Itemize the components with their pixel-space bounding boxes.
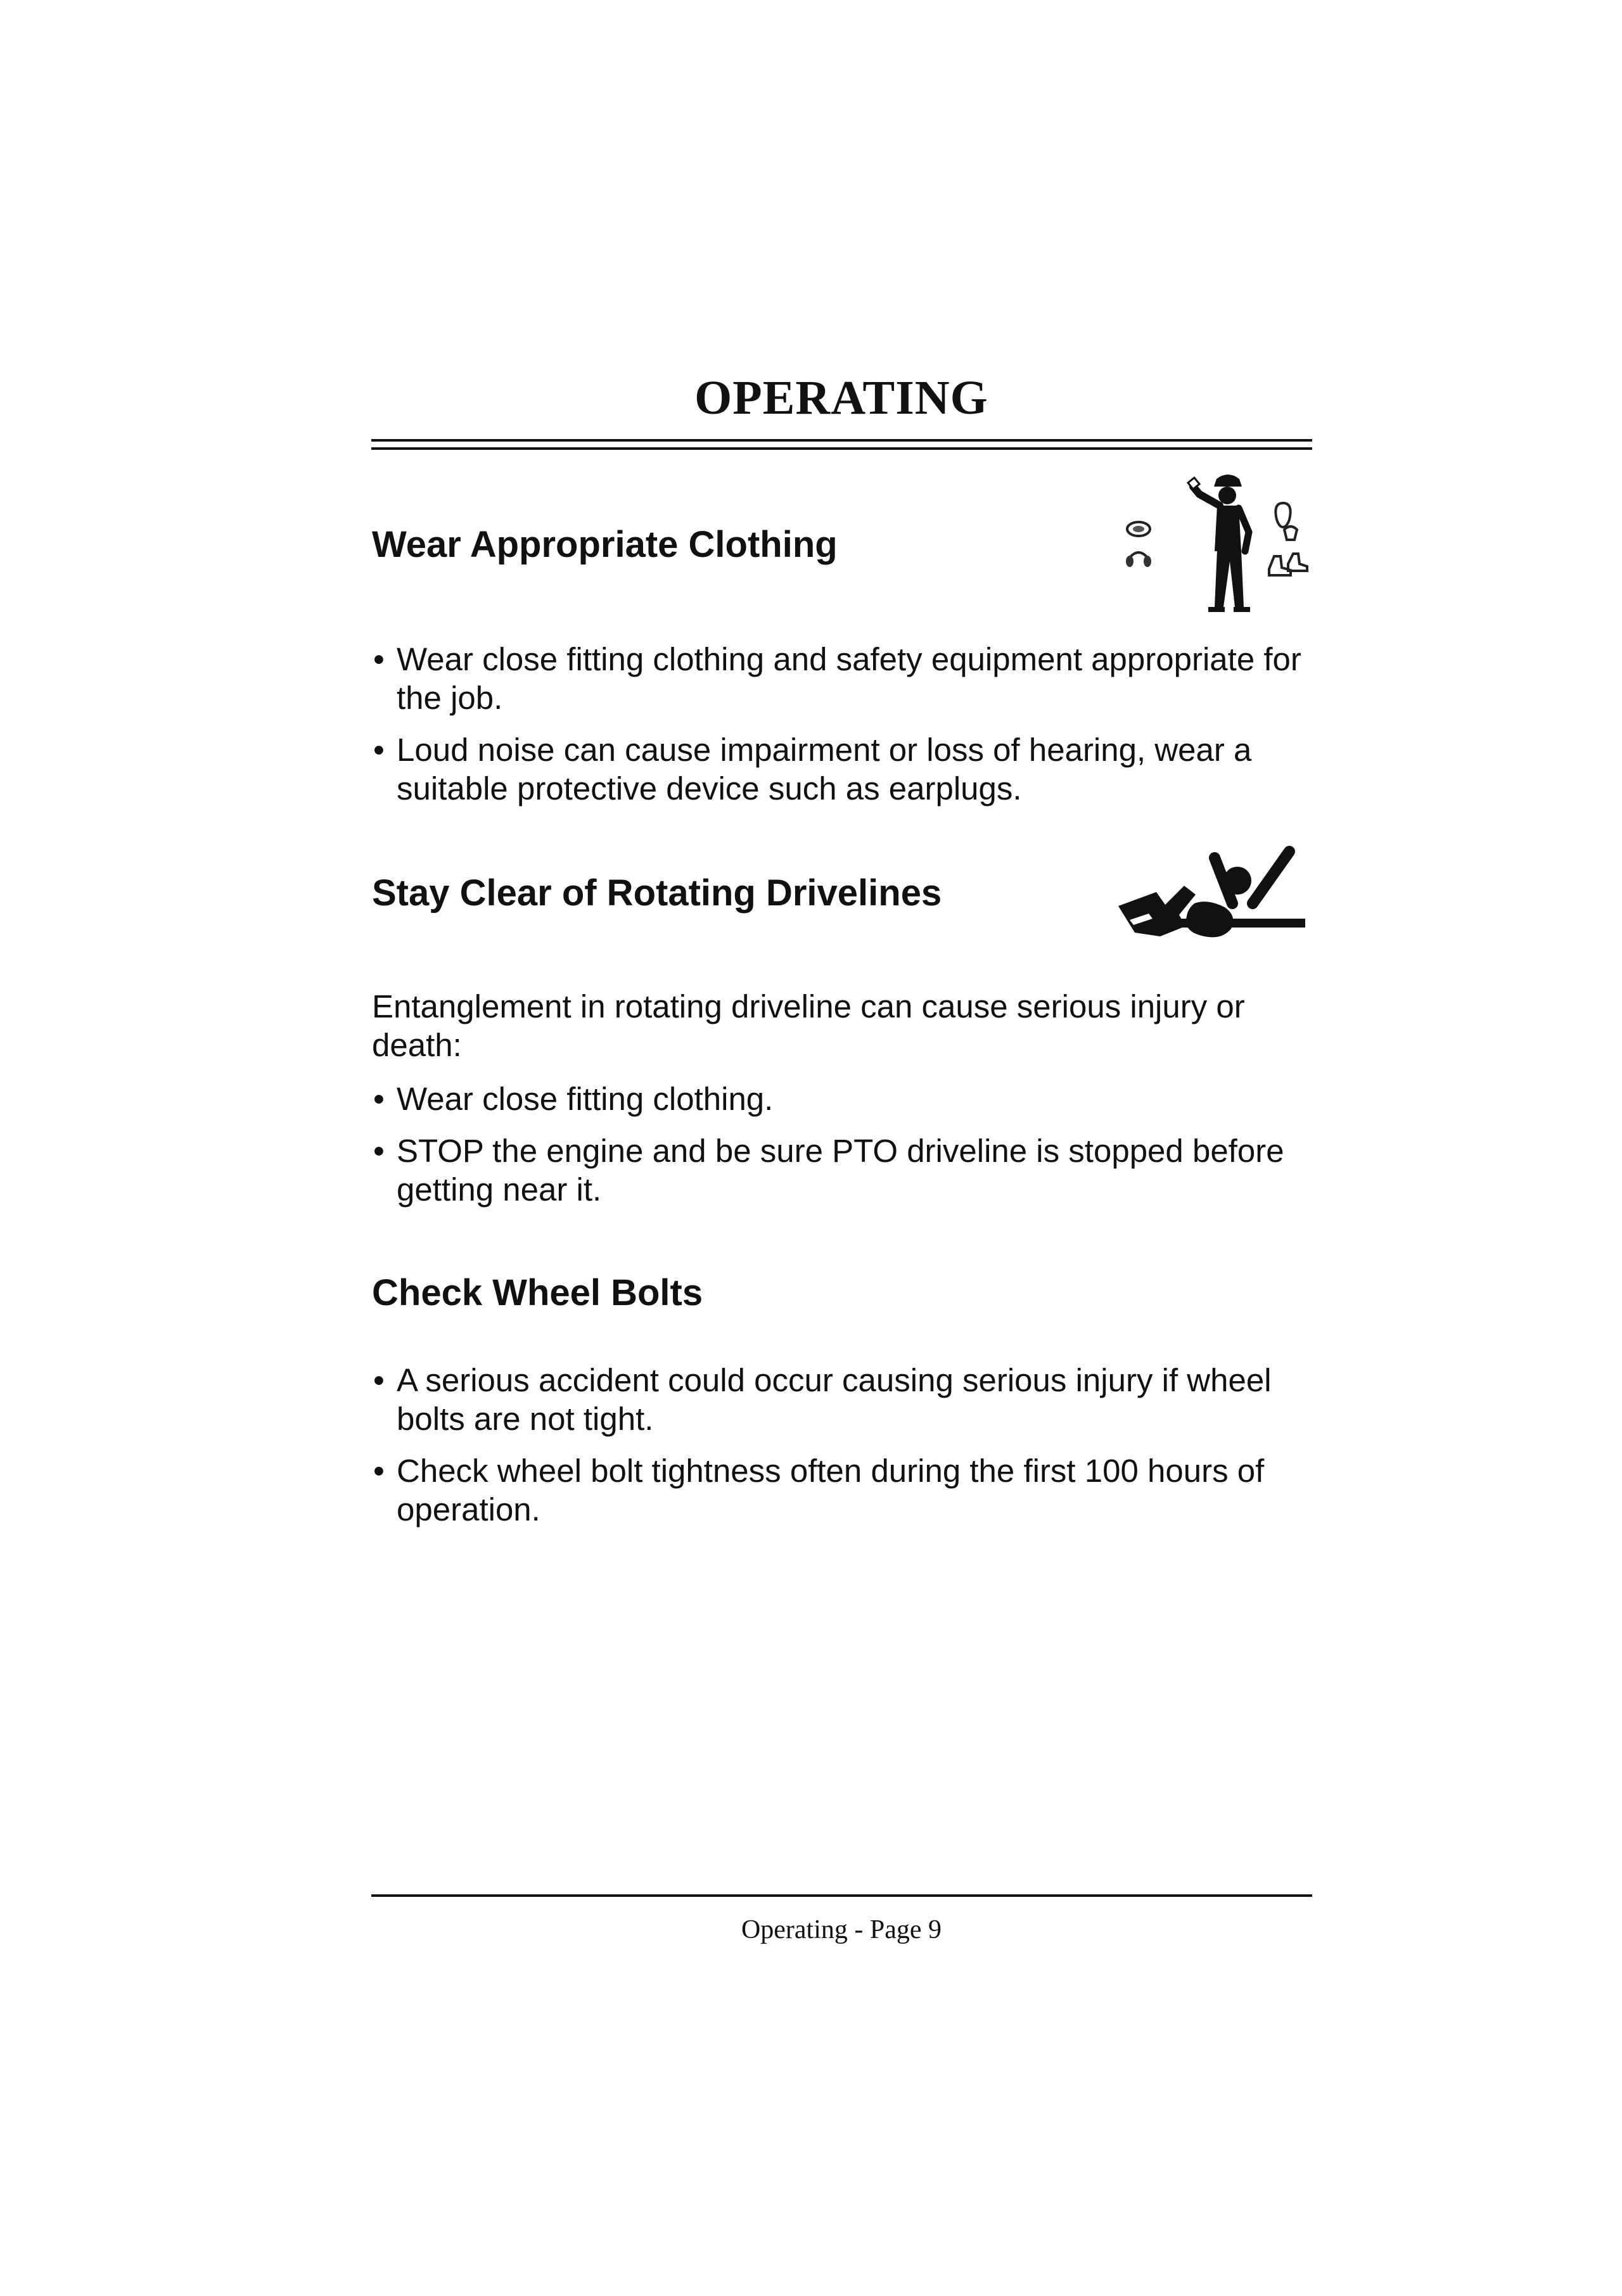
driveline-bullets [372,1080,1316,1222]
list-item: • Wear close fitting clothing and safety equipment appropriate for the job. [372,640,1316,717]
section-heading-wheel-bolts: Check Wheel Bolts [372,1272,703,1313]
driveline-entanglement-icon [1106,843,1308,953]
list-item: • STOP the engine and be sure PTO driveline is stopped before getting near it. [372,1132,1316,1209]
section-heading-driveline: Stay Clear of Rotating Drivelines [372,872,942,914]
list-item: • A serious accident could occur causing serious injury if wheel bolts are not tight. [372,1361,1316,1438]
page-footer: Operating - Page 9 [741,1915,942,1944]
title-rule-bottom [371,447,1312,450]
list-item: • Loud noise can cause impairment or loss of hearing, wear a suitable protective device such as earplugs. [372,730,1316,808]
wheel-bolts-bullets [372,1361,1316,1542]
driveline-intro: Entanglement in rotating driveline can cause serious injury or death: [372,988,1245,1063]
title-rule-top [371,439,1312,442]
page-title: OPERATING [694,371,988,424]
section-heading-clothing: Wear Appropriate Clothing [372,524,838,565]
protective-clothing-icon [1118,469,1315,621]
list-item: • Check wheel bolt tightness often during the first 100 hours of operation. [372,1451,1316,1529]
list-item: • Wear close fitting clothing. [372,1080,1316,1118]
footer-rule [371,1894,1312,1897]
clothing-bullets [372,640,1316,821]
